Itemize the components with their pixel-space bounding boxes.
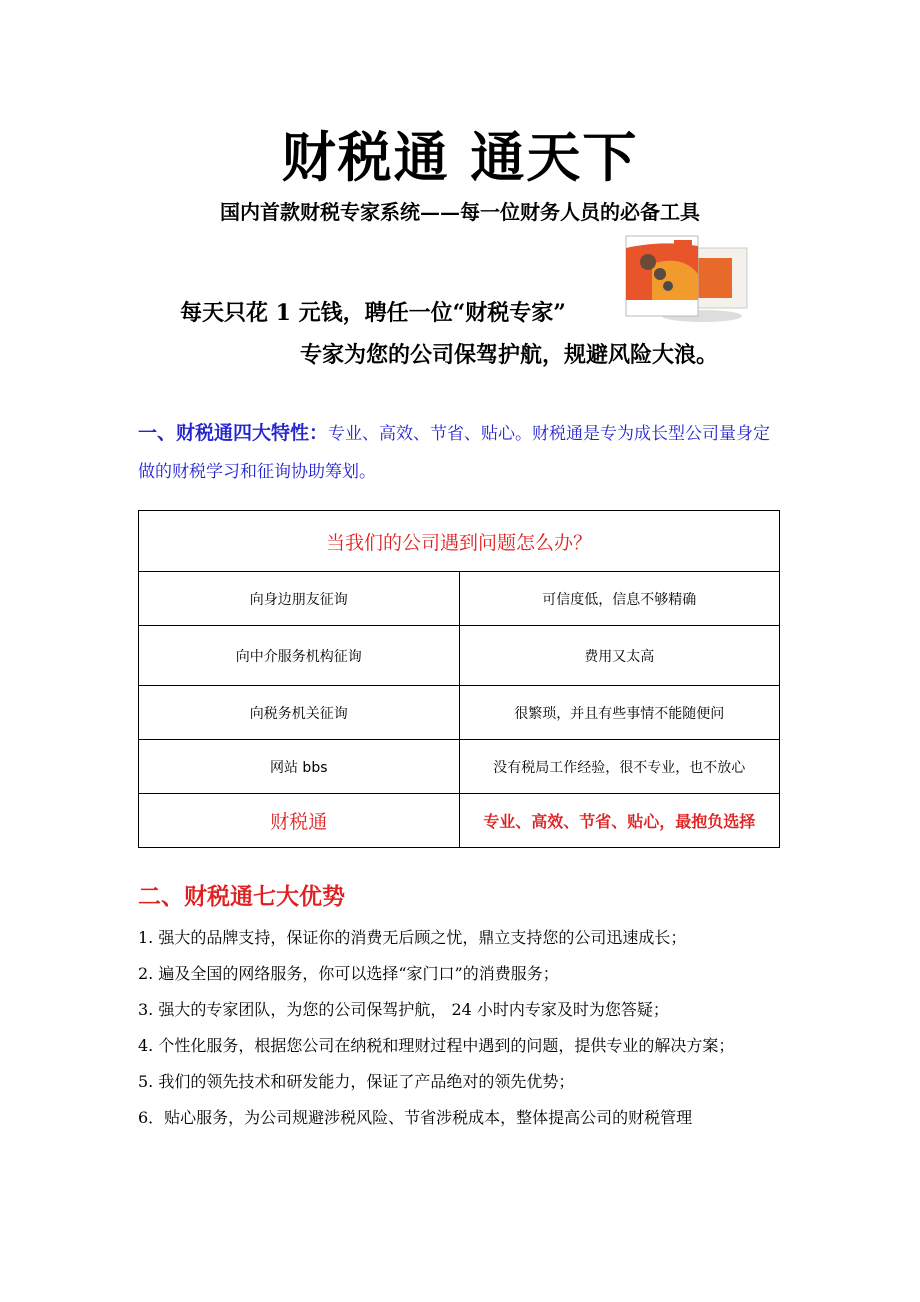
- table-row: [139, 626, 780, 686]
- table-cell-option: 向中介服务机构征询: [139, 626, 460, 686]
- advantages-list: [138, 920, 783, 1136]
- list-item: 2. 遍及全国的网络服务，你可以选择“家门口”的消费服务；: [138, 964, 559, 983]
- slogan-line-2: 专家为您的公司保驾护航，规避风险大浪。: [300, 342, 719, 368]
- product-box-image: [622, 234, 752, 324]
- table-cell-option: 向身边朋友征询: [139, 572, 460, 626]
- table-row: [139, 686, 780, 740]
- table-row: [139, 572, 780, 626]
- table-cell-drawback: 费用又太高: [459, 626, 780, 686]
- comparison-table: [138, 510, 780, 848]
- list-item: 6．贴心服务，为公司规避涉税风险、节省涉税成本，整体提高公司的财税管理: [138, 1108, 693, 1127]
- table-cell-drawback: 可信度低，信息不够精确: [459, 572, 780, 626]
- table-cell-option: 向税务机关征询: [139, 686, 460, 740]
- table-cell-drawback: 没有税局工作经验，很不专业，也不放心: [459, 740, 780, 794]
- table-header: 当我们的公司遇到问题怎么办？: [139, 511, 780, 572]
- subtitle: 国内首款财税专家系统——每一位财务人员的必备工具: [220, 200, 700, 224]
- table-cell-drawback: 专业、高效、节省、贴心，最抱负选择: [459, 794, 780, 848]
- table-row: [139, 794, 780, 848]
- list-item: 5. 我们的领先技术和研发能力，保证了产品绝对的领先优势；: [138, 1072, 575, 1091]
- table-cell-option: 网站 bbs: [139, 740, 460, 794]
- slogan-line-1: 每天只花 1 元钱，聘任一位“财税专家”: [180, 300, 566, 326]
- section-1-text: 专业、高效、节省、贴心。财税通是专为成长型公司量身定做的财税学习和征询协助筹划。: [138, 424, 771, 482]
- list-item: 4. 个性化服务，根据您公司在纳税和理财过程中遇到的问题，提供专业的解决方案；: [138, 1036, 735, 1055]
- page-title: 财税通 通天下: [281, 126, 639, 189]
- table-row: [139, 740, 780, 794]
- section-1-heading: 一、财税通四大特性：: [138, 422, 329, 444]
- list-item: 3. 强大的专家团队，为您的公司保驾护航， 24 小时内专家及时为您答疑；: [138, 1000, 669, 1019]
- section-2-heading: 二、财税通七大优势: [138, 883, 345, 910]
- table-cell-option: 财税通: [139, 794, 460, 848]
- list-item: 1. 强大的品牌支持，保证你的消费无后顾之忧，鼎立支持您的公司迅速成长；: [138, 928, 687, 947]
- section-1: [138, 414, 783, 491]
- table-cell-drawback: 很繁琐，并且有些事情不能随便问: [459, 686, 780, 740]
